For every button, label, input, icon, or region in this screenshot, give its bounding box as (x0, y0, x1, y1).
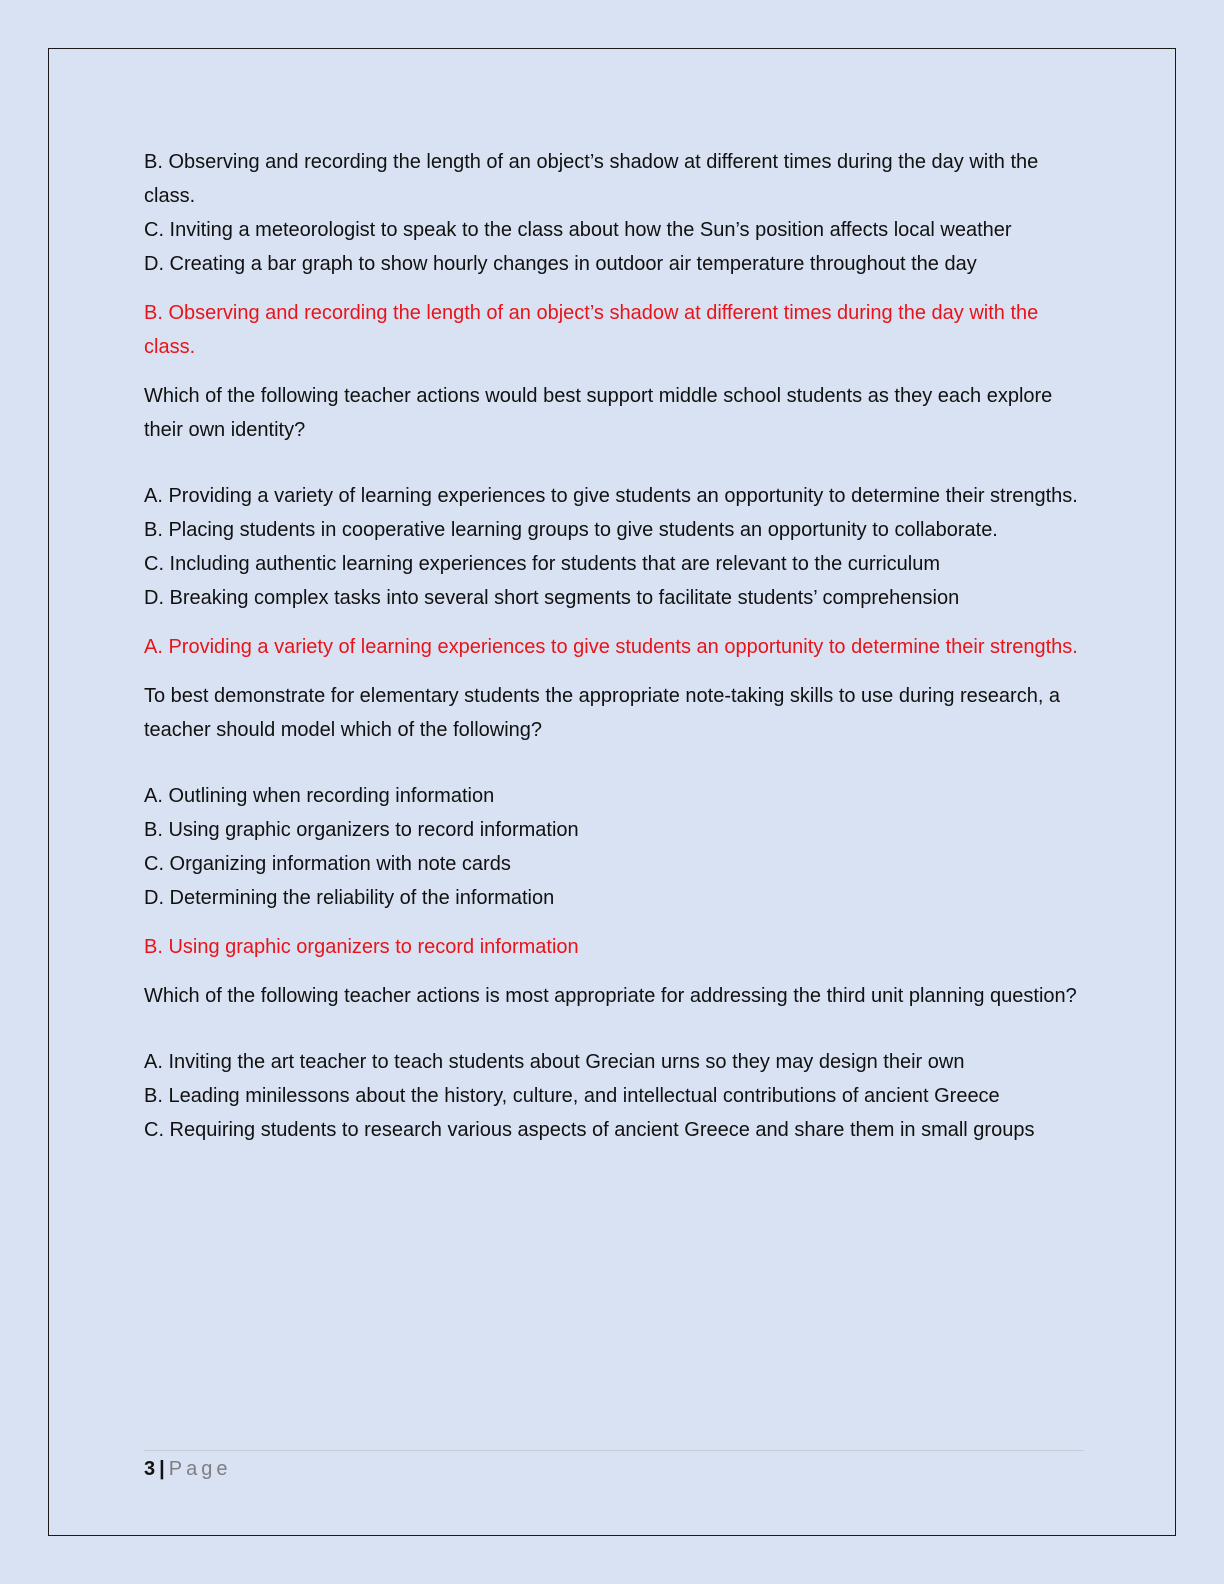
q3-answer: B. Using graphic organizers to record information (144, 936, 579, 958)
q1-option-c: C. Inviting a meteorologist to speak to the class about how the Sun’s position affects local weather (144, 219, 1012, 241)
footer-separator: | (159, 1458, 165, 1480)
q3-option-b: B. Using graphic organizers to record information (144, 819, 579, 841)
q2-option-a: A. Providing a variety of learning experiences to give students an opportunity to determine their strengths. (144, 485, 1078, 507)
question-4-block (144, 979, 1084, 1147)
q1-answer: B. Observing and recording the length of an object’s shadow at different times during the day with the class. (144, 302, 1039, 358)
q1-option-b: B. Observing and recording the length of an object’s shadow at different times during the day with the class. (144, 151, 1039, 207)
q1-option-d: D. Creating a bar graph to show hourly changes in outdoor air temperature throughout the day (144, 253, 977, 275)
page-label: Page (168, 1458, 232, 1480)
q4-question: Which of the following teacher actions is most appropriate for addressing the third unit planning question? (144, 985, 1077, 1007)
q4-option-b: B. Leading minilessons about the history, culture, and intellectual contributions of ancient Greece (144, 1085, 1000, 1107)
question-1-block (144, 145, 1084, 364)
document-body (144, 145, 1084, 1147)
q4-option-a: A. Inviting the art teacher to teach students about Grecian urns so they may design their own (144, 1051, 965, 1073)
page-footer (144, 1452, 231, 1486)
q2-option-b: B. Placing students in cooperative learning groups to give students an opportunity to collaborate. (144, 519, 998, 541)
footer-divider (144, 1450, 1084, 1451)
q4-option-c: C. Requiring students to research various aspects of ancient Greece and share them in small groups (144, 1119, 1035, 1141)
q3-option-c: C. Organizing information with note cards (144, 853, 511, 875)
q3-option-d: D. Determining the reliability of the information (144, 887, 555, 909)
question-2-block (144, 379, 1084, 664)
q2-option-d: D. Breaking complex tasks into several short segments to facilitate students’ comprehension (144, 587, 960, 609)
q2-answer: A. Providing a variety of learning experiences to give students an opportunity to determine their strengths. (144, 636, 1078, 658)
page-number: 3 (144, 1458, 156, 1480)
q2-option-c: C. Including authentic learning experiences for students that are relevant to the curriculum (144, 553, 940, 575)
q2-question: Which of the following teacher actions would best support middle school students as they each explore their own identity? (144, 385, 1053, 441)
question-3-block (144, 679, 1084, 964)
q3-question: To best demonstrate for elementary students the appropriate note-taking skills to use during research, a teacher should model which of the following? (144, 685, 1061, 741)
q3-option-a: A. Outlining when recording information (144, 785, 495, 807)
